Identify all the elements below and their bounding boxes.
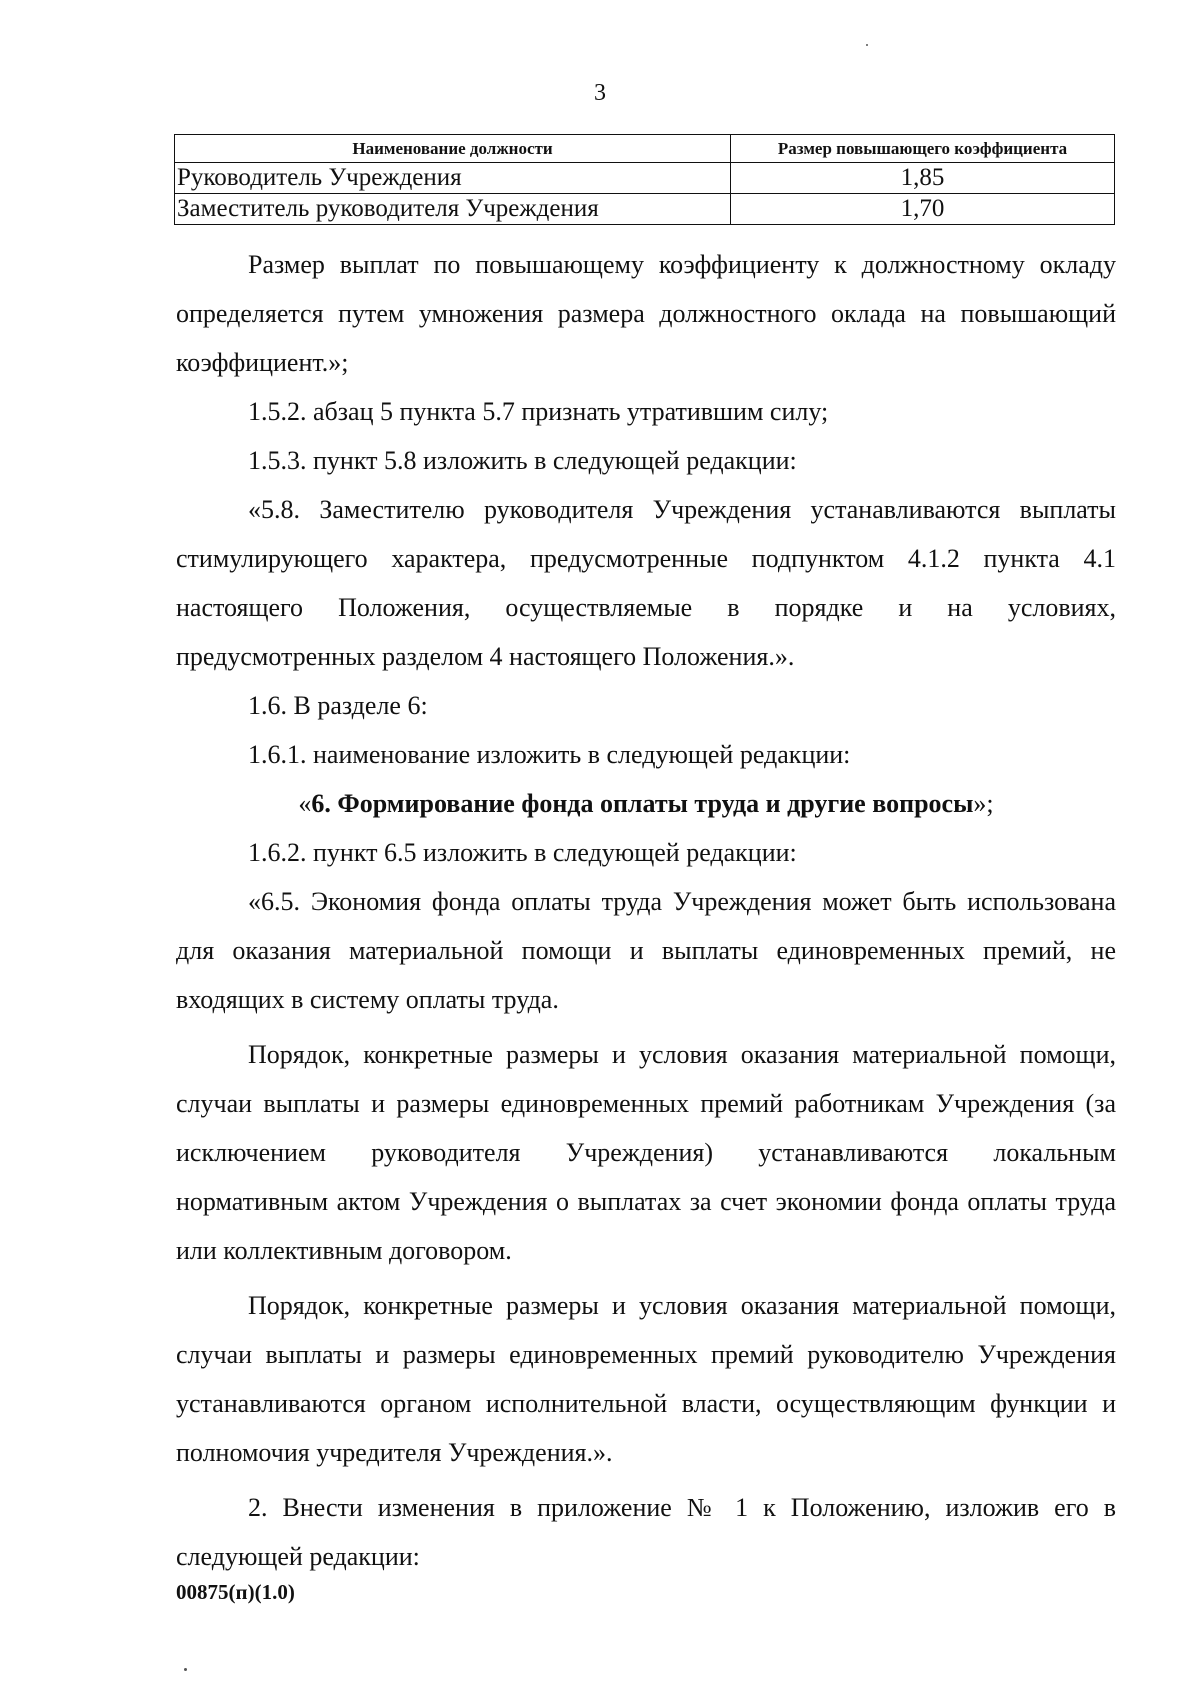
paragraph: 1.6.2. пункт 6.5 изложить в следующей редакции: bbox=[248, 838, 797, 867]
document-code: 00875(п)(1.0) bbox=[176, 1580, 295, 1604]
table-cell-position: Руководитель Учреждения bbox=[175, 163, 731, 194]
section-heading bbox=[176, 779, 1116, 828]
heading-title: 6. Формирование фонда оплаты труда и другие вопросы bbox=[311, 789, 974, 818]
paragraph: «5.8. Заместителю руководителя Учреждения устанавливаются выплаты стимулирующего характера, предусмотренные подпунктом 4.1.2 пункта 4.1 настоящего Положения, осуществляемые в порядке и на условиях, предусмотренных разделом 4 настоящего Положения.». bbox=[176, 495, 1116, 671]
table-header-coefficient: Размер повышающего коэффициента bbox=[731, 135, 1115, 163]
paragraph: 2. Внести изменения в приложение № 1 к Положению, изложив его в следующей редакции: bbox=[176, 1493, 1116, 1571]
paragraph: 1.5.2. абзац 5 пункта 5.7 признать утратившим силу; bbox=[248, 397, 829, 426]
coefficient-table bbox=[174, 134, 1115, 225]
paragraph: 1.5.3. пункт 5.8 изложить в следующей редакции: bbox=[248, 446, 797, 475]
scan-speck bbox=[866, 44, 868, 46]
heading-open-quote: « bbox=[298, 789, 312, 818]
table-cell-coefficient: 1,70 bbox=[731, 194, 1115, 225]
table-header-position: Наименование должности bbox=[175, 135, 731, 163]
document-body bbox=[176, 240, 1116, 1581]
table-cell-position: Заместитель руководителя Учреждения bbox=[175, 194, 731, 225]
table-row bbox=[175, 163, 1115, 194]
paragraph: Порядок, конкретные размеры и условия оказания материальной помощи, случаи выплаты и размеры единовременных премий работникам Учреждения (за исключением руководителя Учреждения) устанавливаются локальным нормативным актом Учреждения о выплатах за счет экономии фонда оплаты труда или коллективным договором. bbox=[176, 1040, 1116, 1265]
table-row bbox=[175, 194, 1115, 225]
table-cell-coefficient: 1,85 bbox=[731, 163, 1115, 194]
paragraph: «6.5. Экономия фонда оплаты труда Учреждения может быть использована для оказания материальной помощи и выплаты единовременных премий, не входящих в систему оплаты труда. bbox=[176, 887, 1116, 1014]
paragraph: Порядок, конкретные размеры и условия оказания материальной помощи, случаи выплаты и размеры единовременных премий руководителю Учреждения устанавливаются органом исполнительной власти, осуществляющим функции и полномочия учредителя Учреждения.». bbox=[176, 1291, 1116, 1467]
table-header-row bbox=[175, 135, 1115, 163]
paragraph: Размер выплат по повышающему коэффициенту к должностному окладу определяется путем умножения размера должностного оклада на повышающий коэффициент.»; bbox=[176, 250, 1116, 377]
paragraph: 1.6. В разделе 6: bbox=[248, 691, 428, 720]
heading-close: »; bbox=[973, 789, 994, 818]
page-number: 3 bbox=[594, 80, 606, 106]
scan-speck bbox=[184, 1668, 187, 1671]
paragraph: 1.6.1. наименование изложить в следующей редакции: bbox=[248, 740, 851, 769]
